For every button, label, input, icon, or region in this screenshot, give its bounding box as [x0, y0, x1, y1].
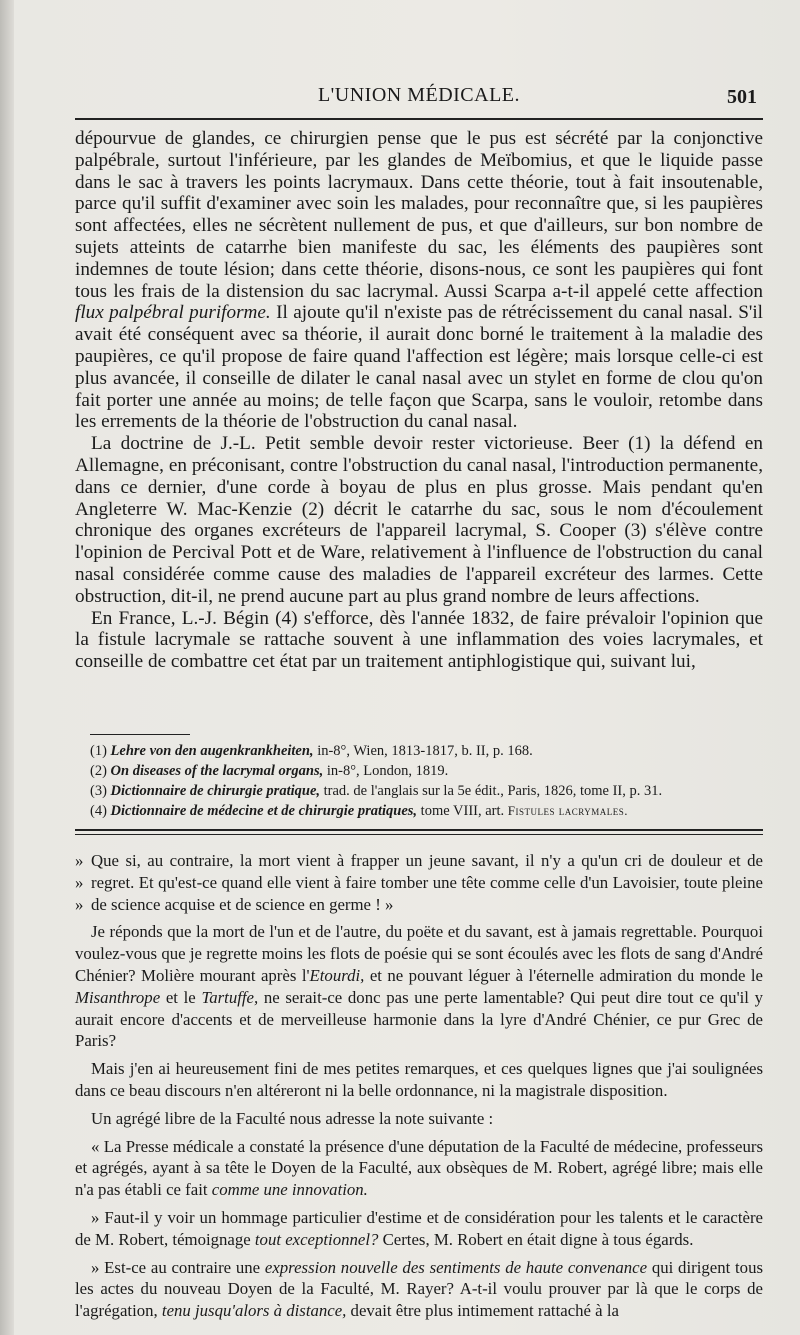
text-span: ne serait-ce donc pas une perte lamentable? Qui peut dire tout ce qu'il y aurait encore d'accents et de merveilleuse harmonie dans la lyre d'André Chénier, ce pur Grec de Paris?	[75, 987, 763, 1051]
footnotes	[90, 741, 762, 821]
paragraph-faut	[75, 1207, 763, 1251]
running-header	[75, 84, 763, 114]
text-span: Il ajoute qu'il n'existe pas de rétrécissement du canal nasal. S'il avait été conséquent avec sa théorie, il aurait donc borné le traitement à la maladie des paupières, ce qu'il propose de faire quand l'affection est légère; mais lorsque celle-ci est plus avancée, il conseille de dilater le canal nasal avec un stylet en forme de clou qu'on fait porter une année au moins; de telle façon que Scarpa, sans le vouloir, retombe dans les errements de la théorie de l'obstruction du canal nasal.	[75, 302, 763, 433]
text-span: et ne pouvant léguer à l'éternelle admiration du monde le	[364, 965, 763, 985]
footnote-smallcaps: Fistules lacrymales.	[507, 803, 629, 818]
quote-mark: »	[75, 895, 84, 914]
paragraph-begin: En France, L.-J. Bégin (4) s'efforce, dès l'année 1832, de faire prévaloir l'opinion que la fistule lacrymale se rattache souvent à une inflammation des voies lacrymales, et conseille de combattre cet état par un traitement antiphlogistique qui, suivant lui,	[75, 607, 763, 673]
footnote-text: trad. de l'anglais sur la 5e édit., Paris, 1826, tome II, p. 31.	[320, 783, 663, 799]
paragraph-est	[75, 1257, 763, 1322]
footnote-label: (4)	[90, 803, 107, 819]
journal-title: L'UNION MÉDICALE.	[317, 84, 521, 106]
feuilleton-rule-top	[75, 829, 763, 831]
footnote-title: On diseases of the lacrymal organs,	[110, 763, 324, 779]
emphasis-text: flux palpébral puriforme.	[75, 302, 271, 324]
text-span: « La Presse médicale a constaté la présence d'une députation de la Faculté de médecine, professeurs et agrégés, ayant à sa tête le Doyen de la Faculté, aux obsèques de M. Robert, agrégé libre; mais elle n'a pas établi ce fait	[75, 1136, 763, 1200]
footnote-text: tome VIII, art.	[417, 803, 508, 819]
footnote-title: Dictionnaire de médecine et de chirurgie pratiques,	[110, 803, 418, 819]
footnote-rule	[90, 734, 190, 735]
text-span: » Est-ce au contraire une	[91, 1257, 265, 1277]
paragraph-mais: Mais j'en ai heureusement fini de mes petites remarques, et ces quelques lignes que j'ai soulignées dans ce beau discours n'en altéreront ni la belle ordonnance, ni la magistrale disposition.	[75, 1059, 763, 1100]
text-span: » Faut-il y voir un hommage particulier d'estime et de considération pour les talents et le caractère de M. Robert, témoignage	[75, 1207, 763, 1249]
page-number: 501	[727, 86, 757, 108]
text-span: et le	[160, 987, 202, 1007]
paragraph-petit: La doctrine de J.-L. Petit semble devoir rester victorieuse. Beer (1) la défend en Allemagne, en préconisant, contre l'obstruction du canal nasal, l'introduction permanente, dans ce dernier, d'une corde à boyau de plus en plus grosse. Mais pendant qu'en Angleterre W. Mac-Kenzie (2) décrit le catarrhe du sac, sous le nom d'écoulement chronique des organes excréteurs de l'appareil lacrymal, S. Cooper (3) s'élève contre l'opinion de Percival Pott et de Ware, relativement à l'influence de l'obstruction du canal nasal considérée comme cause des maladies de l'appareil excréteur des larmes. Cette obstruction, dit-il, ne prend aucune part au plus grand nombre de leurs affections.	[75, 433, 763, 607]
paragraph-agrege: Un agrégé libre de la Faculté nous adresse la note suivante :	[91, 1108, 494, 1128]
emphasis-text: Misanthrope	[75, 987, 161, 1007]
footnote-4	[90, 801, 762, 821]
emphasis-text: tenu jusqu'alors à distance,	[161, 1301, 347, 1321]
quote-text: Que si, au contraire, la mort vient à frapper un jeune savant, il n'y a qu'un cri de douleur et de regret. Et qu'est-ce quand elle vient à faire tomber une tête comme celle d'un Lavoisier, toute pleine de science acquise et de science en germe ! »	[91, 851, 763, 914]
emphasis-text: tout exceptionnel?	[254, 1229, 379, 1249]
feuilleton-rule-bottom	[75, 834, 763, 835]
paragraph-scarpa	[75, 128, 763, 433]
feuilleton-body	[75, 850, 763, 1328]
text-span: qui dirigent tous les actes du nouveau Doyen de la Faculté, M. Rayer? A-t-il voulu prouver par là que le corps de l'agrégation,	[75, 1257, 763, 1321]
quoted-paragraph	[75, 850, 763, 915]
article-body	[75, 128, 763, 673]
footnote-text: in-8°, London, 1819.	[323, 763, 449, 779]
footnote-label: (2)	[90, 763, 107, 779]
footnote-title: Dictionnaire de chirurgie pratique,	[110, 783, 321, 799]
footnote-1	[90, 741, 762, 761]
footnote-label: (3)	[90, 783, 107, 799]
paragraph-presse	[75, 1136, 763, 1201]
text-span: dépourvue de glandes, ce chirurgien pense que le pus est sécrété par la conjonctive palpébrale, surtout l'inférieure, par les glandes de Meïbomius, et que le liquide passe dans le sac à travers les points lacrymaux. Dans cette théorie, tout à fait insoutenable, parce qu'il suffit d'examiner avec soin les malades, pour reconnaître que, si les paupières sont affectées, elles ne sécrètent nullement de pus, et que d'ailleurs, sur bon nombre de sujets atteints de catarrhe bien manifeste du sac, les éléments des paupières sont indemnes de toute lésion; dans cette théorie, disons-nous, ce sont les paupières qui font tous les frais de la distension du sac lacrymal. Aussi Scarpa a-t-il appelé cette affection	[75, 128, 763, 302]
emphasis-text: Etourdi,	[309, 965, 365, 985]
text-span: Je réponds que la mort de l'un et de l'autre, du poëte et du savant, est à jamais regrettable. Pourquoi voulez-vous que je regrette moins les flots de poésie qui se sont écoulés avec les flots de sang d'André Chénier? Molière mourant après l'	[75, 922, 763, 985]
paragraph-reply	[75, 921, 763, 1052]
footnote-3	[90, 781, 762, 801]
quote-mark: »	[75, 873, 84, 892]
emphasis-text: comme une innovation.	[211, 1180, 368, 1200]
header-rule	[75, 118, 763, 120]
emphasis-text: Tartuffe,	[201, 987, 259, 1007]
footnote-text: in-8°, Wien, 1813-1817, b. II, p. 168.	[313, 743, 533, 759]
binding-gutter	[0, 0, 14, 1335]
emphasis-text: expression nouvelle des sentiments de haute convenance	[264, 1257, 648, 1277]
footnote-title: Lehre von den augenkrankheiten,	[110, 743, 314, 759]
footnote-2	[90, 761, 762, 781]
text-span: devait être plus intimement rattaché à la	[346, 1301, 619, 1321]
text-span: Certes, M. Robert en était digne à tous égards.	[378, 1229, 694, 1249]
quote-mark: »	[75, 851, 84, 870]
footnote-label: (1)	[90, 743, 107, 759]
